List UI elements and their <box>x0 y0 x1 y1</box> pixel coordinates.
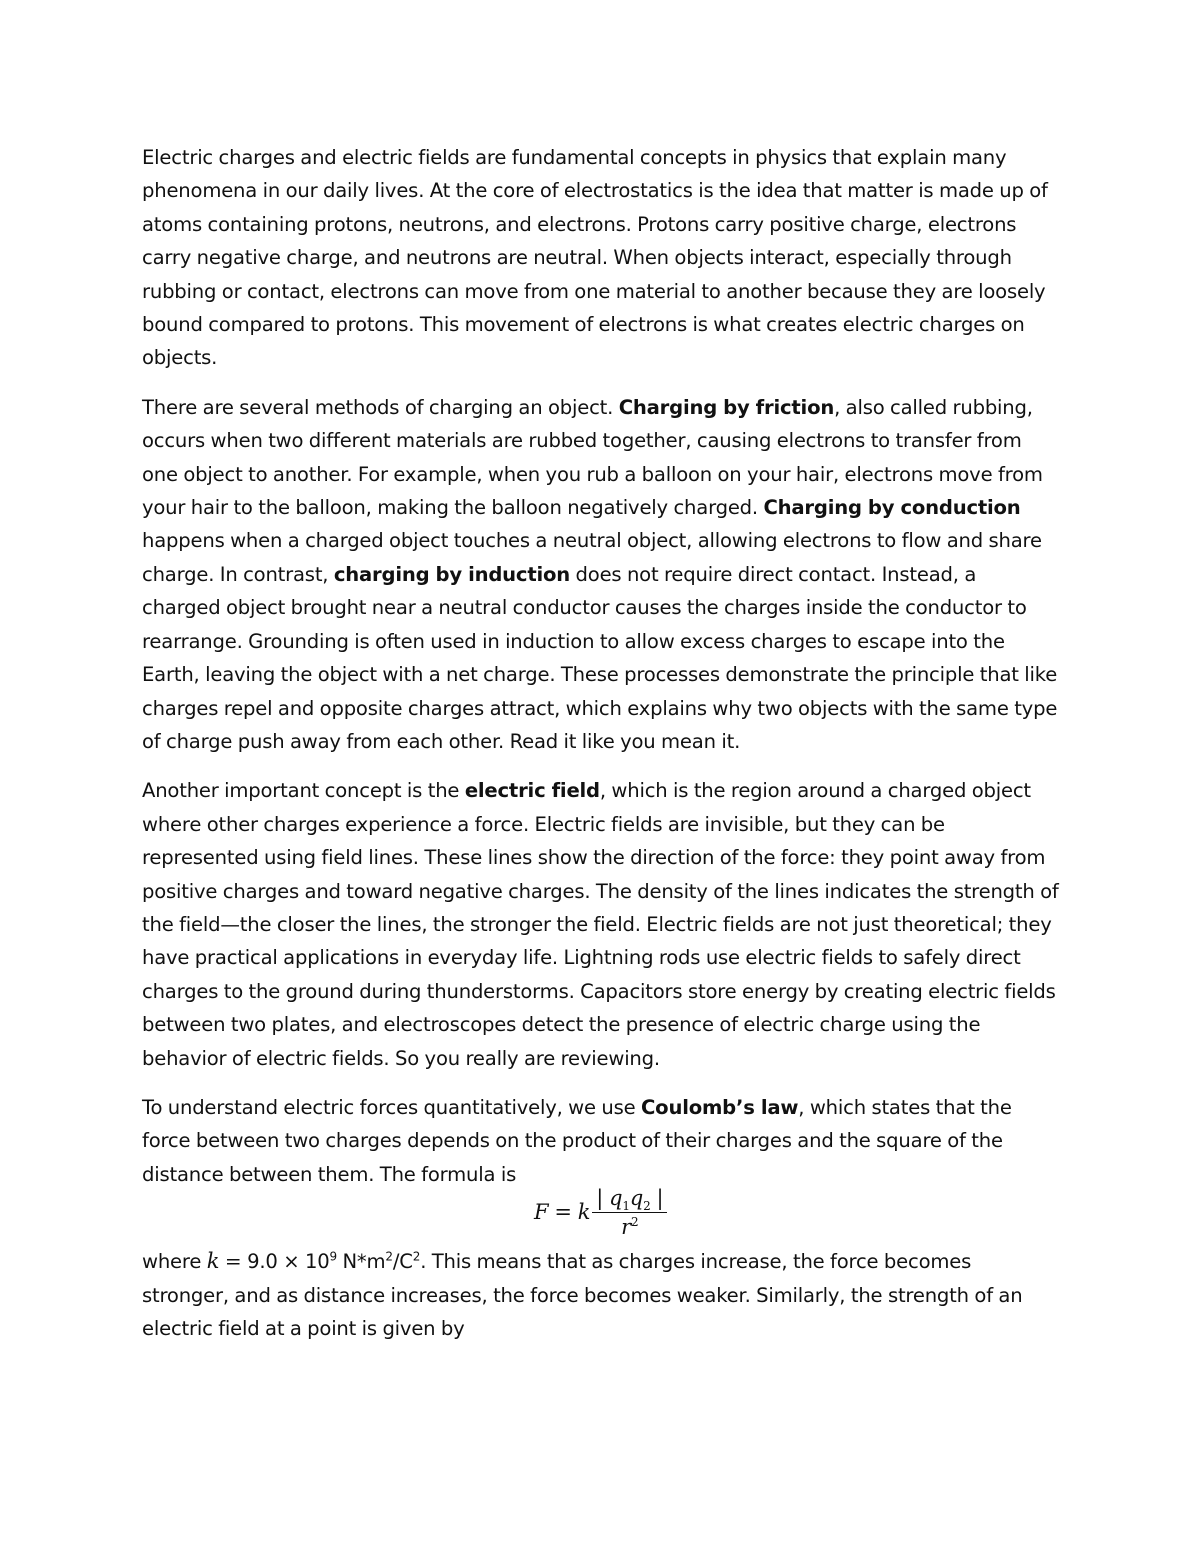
text-segment: does not require direct contact. Instead, a charged object brought near a neutral conductor causes the charges inside the conductor to rearrange. Grounding is often used in induction to allow excess charges to escape into the Earth, leaving the object with a net charge. These processes demonstrate the principle that like charges repel and opposite charges attract, which explains why two objects with the same type of charge push away from each other. Read it like you mean it. <box>142 562 1058 753</box>
eq-q2-subscript: 2 <box>643 1199 651 1214</box>
unit-meter-exponent: 2 <box>385 1249 393 1264</box>
eq-denominator <box>621 1213 638 1238</box>
text-segment: , also called rubbing, occurs when two different materials are rubbed together, causing electrons to transfer from one object to another. For example, when you rub a balloon on your hair, electrons move from your hair to the balloon, making the balloon negatively charged. <box>142 395 1043 520</box>
document-body <box>142 141 1060 1345</box>
paragraph-intro-text: Electric charges and electric fields are fundamental concepts in physics that explain many phenomena in our daily lives. At the core of electrostatics is the idea that matter is made up of atoms containing protons, neutrons, and electrons. Protons carry positive charge, electrons carry negative charge, and neutrons are neutral. When objects interact, especially through rubbing or contact, electrons can move from one material to another because they are loosely bound compared to protons. This movement of electrons is what creates electric charges on objects. <box>142 146 1048 370</box>
eq-numerator <box>592 1187 667 1213</box>
unit-coulomb-exponent: 2 <box>412 1249 421 1264</box>
eq-q1: q <box>609 1186 623 1211</box>
coulomb-constant-exponent: 9 <box>329 1249 337 1264</box>
text-segment: , which states that the force between two charges depends on the product of their charges and the square of the distance between them. The formula is <box>142 1095 1012 1186</box>
term-electric-field: electric field <box>464 779 600 803</box>
text-segment: , which is the region around a charged object where other charges experience a force. Electric fields are invisible, but they can be represented using field lines. These lines show the direction of the force: they point away from positive charges and toward negative charges. The density of the lines indicates the strength of the field—the closer the lines, the stronger the field. Electric fields are not just theoretical; they have practical applications in everyday life. Lightning rods use electric fields to safely direct charges to the ground during thunderstorms. Capacitors store energy by creating electric fields between two plates, and electroscopes detect the presence of electric charge using the behavior of electric fields. So you really are reviewing. <box>142 779 1059 1070</box>
eq-force-symbol: F <box>534 1200 549 1225</box>
unit-newton-meter: N*m <box>336 1250 386 1274</box>
text-segment: happens when a charged object touches a neutral object, allowing electrons to flow and share charge. In contrast, <box>142 529 1042 586</box>
term-coulombs-law: Coulomb’s law <box>641 1095 799 1119</box>
text-segment: There are several methods of charging an object. <box>142 395 619 419</box>
term-charging-by-friction: Charging by friction <box>618 395 835 419</box>
coulomb-constant-value: 9.0 × 10 <box>247 1250 330 1274</box>
eq-q2: q <box>629 1186 644 1211</box>
eq-abs-left: | <box>596 1186 610 1211</box>
term-charging-by-conduction: Charging by conduction <box>763 496 1021 520</box>
eq-k-symbol: k <box>577 1200 591 1225</box>
paragraph-intro <box>142 141 1060 375</box>
eq-fraction <box>592 1187 667 1238</box>
text-segment: . This means that as charges increase, the force becomes stronger, and as distance increases, the force becomes weaker. Similarly, the strength of an electric field at a point is given by <box>142 1250 1023 1340</box>
eq-equals: = <box>548 1200 578 1225</box>
coulomb-equation-block <box>142 1186 1060 1245</box>
text-segment: where <box>142 1250 207 1274</box>
eq-r-exponent: 2 <box>631 1215 639 1230</box>
paragraph-coulomb-constant <box>142 1245 1060 1345</box>
coulomb-equation <box>534 1187 667 1238</box>
eq-abs-right: | <box>650 1186 664 1211</box>
text-segment: To understand electric forces quantitatively, we use <box>142 1095 641 1119</box>
term-charging-by-induction: charging by induction <box>333 562 571 586</box>
paragraph-charging-methods <box>142 391 1060 758</box>
eq-r: r <box>621 1215 632 1240</box>
inline-equals: = <box>219 1249 248 1274</box>
paragraph-coulombs-law <box>142 1091 1060 1191</box>
text-segment: Another important concept is the <box>142 779 465 803</box>
inline-k-symbol: k <box>206 1249 220 1274</box>
unit-coulomb: /C <box>392 1250 413 1274</box>
paragraph-electric-field <box>142 774 1060 1075</box>
eq-q1-subscript: 1 <box>622 1199 630 1214</box>
